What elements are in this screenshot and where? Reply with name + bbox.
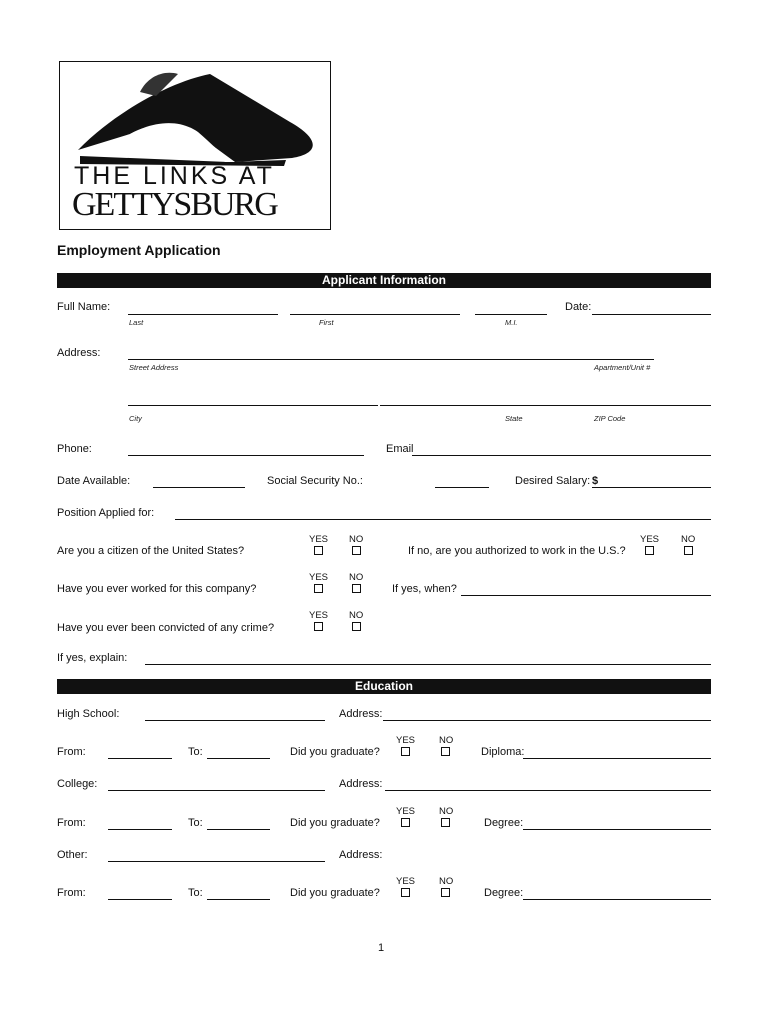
first-name-field[interactable] [290,314,460,315]
high-school-label: High School: [57,708,120,720]
other-degree-label: Degree: [484,887,524,899]
section-bar-education: Education [57,679,711,694]
logo-text-line1: THE LINKS AT [74,162,275,190]
company-logo [59,61,331,230]
college-address-field[interactable] [385,790,711,791]
authorized-question: If no, are you authorized to work in the U.S.? [408,545,626,557]
salary-currency-symbol: $ [592,475,599,487]
date-available-field[interactable] [153,487,245,488]
citizen-no-checkbox[interactable] [352,546,361,555]
hs-from-field[interactable] [108,758,172,759]
apt-sublabel: Apartment/Unit # [594,363,651,372]
ssn-label: Social Security No.: [267,475,363,487]
address-label: Address: [57,347,101,359]
other-from-label: From: [57,887,86,899]
street-address-field[interactable] [128,359,654,360]
diploma-field[interactable] [523,758,711,759]
citizen-yes-checkbox[interactable] [314,546,323,555]
high-school-address-field[interactable] [383,720,711,721]
other-no-label: NO [439,876,454,887]
college-address-label: Address: [339,778,383,790]
worked-yes-label: YES [309,572,329,583]
phone-field[interactable] [128,455,364,456]
other-to-field[interactable] [207,899,270,900]
when-label: If yes, when? [392,583,457,595]
state-sublabel: State [505,414,523,423]
zip-sublabel: ZIP Code [594,414,626,423]
college-yes-checkbox[interactable] [401,818,410,827]
city-field[interactable] [128,405,378,406]
hs-from-label: From: [57,746,86,758]
authorized-no-label: NO [681,534,696,545]
hs-yes-label: YES [396,735,416,746]
state-zip-field[interactable] [380,405,711,406]
convicted-yes-label: YES [309,610,329,621]
hs-no-label: NO [439,735,454,746]
salary-field[interactable] [592,487,711,488]
section-bar-applicant: Applicant Information [57,273,711,288]
last-name-field[interactable] [128,314,278,315]
diploma-label: Diploma: [481,746,525,758]
convicted-no-checkbox[interactable] [352,622,361,631]
city-sublabel: City [129,414,142,423]
hs-to-field[interactable] [207,758,270,759]
street-sublabel: Street Address [129,363,179,372]
hs-graduate-question: Did you graduate? [290,746,380,758]
college-degree-label: Degree: [484,817,524,829]
worked-no-label: NO [349,572,364,583]
college-label: College: [57,778,98,790]
college-degree-field[interactable] [523,829,711,830]
authorized-yes-label: YES [640,534,660,545]
email-label: Email [386,443,414,455]
logo-text-line2: GETTYSBURG [72,186,277,223]
position-field[interactable] [175,519,711,520]
other-field[interactable] [108,861,325,862]
mi-sublabel: M.I. [505,318,518,327]
high-school-field[interactable] [145,720,325,721]
other-yes-label: YES [396,876,416,887]
other-degree-field[interactable] [523,899,711,900]
position-label: Position Applied for: [57,507,155,519]
email-field[interactable] [412,455,711,456]
college-field[interactable] [108,790,325,791]
college-to-label: To: [188,817,203,829]
phone-label: Phone: [57,443,92,455]
convicted-no-label: NO [349,610,364,621]
citizen-no-label: NO [349,534,364,545]
authorized-no-checkbox[interactable] [684,546,693,555]
date-field[interactable] [592,314,711,315]
page-title: Employment Application [57,242,221,258]
convicted-question: Have you ever been convicted of any crime? [57,622,275,634]
high-school-address-label: Address: [339,708,383,720]
other-from-field[interactable] [108,899,172,900]
college-from-label: From: [57,817,86,829]
other-no-checkbox[interactable] [441,888,450,897]
other-label: Other: [57,849,88,861]
hs-no-checkbox[interactable] [441,747,450,756]
date-available-label: Date Available: [57,475,131,487]
ssn-field[interactable] [435,487,489,488]
other-graduate-question: Did you graduate? [290,887,380,899]
citizen-yes-label: YES [309,534,329,545]
explain-field[interactable] [145,664,711,665]
college-no-label: NO [439,806,454,817]
authorized-yes-checkbox[interactable] [645,546,654,555]
salary-label: Desired Salary: [515,475,591,487]
college-graduate-question: Did you graduate? [290,817,380,829]
other-yes-checkbox[interactable] [401,888,410,897]
hs-yes-checkbox[interactable] [401,747,410,756]
first-sublabel: First [319,318,334,327]
last-sublabel: Last [129,318,144,327]
mi-field[interactable] [475,314,547,315]
college-from-field[interactable] [108,829,172,830]
worked-question: Have you ever worked for this company? [57,583,257,595]
date-label: Date: [565,301,592,313]
college-yes-label: YES [396,806,416,817]
hs-to-label: To: [188,746,203,758]
other-to-label: To: [188,887,203,899]
worked-yes-checkbox[interactable] [314,584,323,593]
explain-label: If yes, explain: [57,652,128,664]
worked-no-checkbox[interactable] [352,584,361,593]
convicted-yes-checkbox[interactable] [314,622,323,631]
when-field[interactable] [461,595,711,596]
other-address-label: Address: [339,849,383,861]
citizen-question: Are you a citizen of the United States? [57,545,245,557]
college-to-field[interactable] [207,829,270,830]
college-no-checkbox[interactable] [441,818,450,827]
full-name-label: Full Name: [57,301,111,313]
page-number: 1 [378,942,385,954]
